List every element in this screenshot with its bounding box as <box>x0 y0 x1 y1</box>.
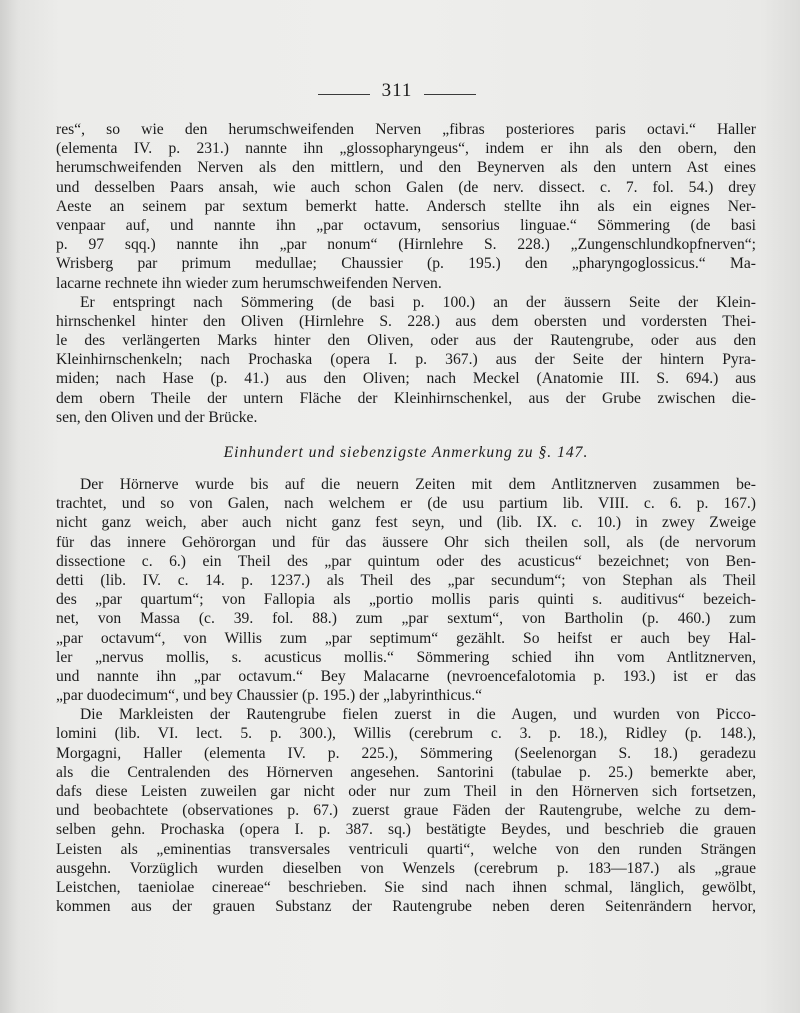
text-line: Der Hörnerve wurde bis auf die neuern Zeiten mit dem Antlitznerven zusammen be- <box>80 476 756 493</box>
page-number: 311 <box>381 80 413 101</box>
text-line: Leisten als „eminentias transversales ventriculi quarti“, welche von den runden Strängen <box>56 840 756 858</box>
paragraph-markleisten <box>56 705 756 916</box>
text-line: Die Markleisten der Rautengrube fielen zuerst in die Augen, und wurden von Picco- <box>80 706 756 724</box>
text-line: dafs diese Leisten zuweilen gar nicht oder nur zum Theil in den Hörnerven sich fortsetzen, <box>56 783 756 800</box>
text-line: Morgagni, Haller (elementa IV. p. 225.), Sömmering (Seelenorgan S. 18.) geradezu <box>56 744 756 762</box>
text-line: kommen aus der grauen Substanz der Rautengrube neben deren Seitenrändern hervor, <box>56 898 756 916</box>
text-line: lomini (lib. VI. lect. 5. p. 300.), Willis (cerebrum c. 3. p. 18.), Ridley (p. 148.), <box>56 725 756 743</box>
text-line: Kleinhirnschenkeln; nach Prochaska (opera I. p. 367.) aus der Seite der hintern Pyra- <box>56 351 756 369</box>
text-line: Wrisberg par primum medullae; Chaussier (p. 195.) den „pharyngoglossicus.“ Ma- <box>56 255 756 273</box>
text-line: p. 97 sqq.) nannte ihn „par nonum“ (Hirnlehre S. 228.) „Zungenschlundkopfnerven“; <box>56 236 756 254</box>
page-header <box>0 80 800 110</box>
header-rule-left <box>318 94 370 95</box>
text-line: miden; nach Hase (p. 41.) aus den Oliven; nach Meckel (Anatomie III. S. 694.) aus <box>56 370 756 388</box>
paragraph-continued <box>56 120 756 293</box>
text-line: „par duodecimum“, und bey Chaussier (p. 195.) der „labyrinthicus.“ <box>56 687 483 705</box>
text-line: lacarne rechnete ihn wieder zum herumschweifenden Nerven. <box>56 274 442 292</box>
text-line: als die Centralenden des Hörnerven angesehen. Santorini (tabulae p. 25.) bemerkte aber, <box>56 763 756 781</box>
text-line: des „par quartum“; von Fallopia als „portio mollis paris quinti s. auditivus“ bezeich- <box>56 591 756 609</box>
text-line: trachtet, und so von Galen, nach welchem er (de usu partium lib. VIII. c. 6. p. 167.) <box>56 495 756 513</box>
text-line: (elementa IV. p. 231.) nannte ihn „glossopharyngeus“, indem er ihn als den obern, den <box>56 140 756 158</box>
text-line: res“, so wie den herumschweifenden Nerven „fibras posteriores paris octavi.“ Haller <box>56 121 756 138</box>
header-rule-right <box>424 94 476 95</box>
text-line: Er entspringt nach Sömmering (de basi p. 100.) an der äussern Seite der Klein- <box>80 293 756 311</box>
text-line: ausgehn. Vorzüglich wurden dieselben von Wenzels (cerebrum p. 183—187.) als „graue <box>56 859 756 877</box>
text-line: herumschweifenden Nerven als den mittlern, und den Beynerven als den untern Ast eines <box>56 159 756 177</box>
text-line: le des verlängerten Marks hinter den Oliven, oder aus der Rautengrube, oder aus den <box>56 332 756 350</box>
text-line: nicht ganz weich, aber auch nicht ganz fest seyn, und (lib. IX. c. 10.) in zwey Zweige <box>56 514 756 532</box>
text-line: und desselben Paars ansah, wie auch schon Galen (de nerv. dissect. c. 7. fol. 54.) drey <box>56 178 756 196</box>
text-line: und beobachtete (observationes p. 67.) zuerst graue Fäden der Rautengrube, welche zu dem- <box>56 802 756 820</box>
text-line: dem obern Theile der untern Fläche der Kleinhirnschenkel, aus der Grube zwischen die- <box>56 389 756 407</box>
section-heading: Einhundert und siebenzigste Anmerkung zu §. 147. <box>223 444 589 461</box>
body-text <box>56 120 756 916</box>
text-line: venpaar auf, und nannte ihn „par octavum, sensorius linguae.“ Sömmering (de basi <box>56 216 756 234</box>
text-line: net, von Massa (c. 39. fol. 88.) zum „par sextum“, von Bartholin (p. 460.) zum <box>56 610 756 628</box>
text-line: detti (lib. IV. c. 14. p. 1237.) als Theil des „par secundum“; von Stephan als Theil <box>56 571 756 589</box>
text-line: „par octavum“, von Willis zum „par septimum“ gezählt. So heifst er auch bey Hal- <box>56 629 756 647</box>
text-line: ler „nervus mollis, s. acusticus mollis.“ Sömmering schied ihn vom Antlitznerven, <box>56 648 756 666</box>
text-line: hirnschenkel hinter den Oliven (Hirnlehre S. 228.) aus dem obersten und vordersten Thei- <box>56 312 756 330</box>
text-line: dissectione c. 6.) ein Theil des „par quintum oder des acusticus“ bezeichnet; von Ben- <box>56 552 756 570</box>
paragraph-hoernerve <box>56 475 756 705</box>
text-line: sen, den Oliven und der Brücke. <box>56 408 258 426</box>
paragraph-origin <box>56 293 756 427</box>
text-line: Leistchen, taeniolae cinereae“ beschrieben. Sie sind nach ihnen schmal, länglich, gewölbt, <box>56 878 756 896</box>
text-line: selben gehn. Prochaska (opera I. p. 387. sq.) bestätigte Beydes, und beschrieb die grauen <box>56 821 756 839</box>
text-line: Aeste an seinem par sextum bemerkt hatte. Andersch stellte ihn als ein eignes Ner- <box>56 197 756 215</box>
text-line: und nannte ihn „par octavum.“ Bey Malacarne (nevroencefalotomia p. 193.) ist er das <box>56 667 756 685</box>
text-line: für das innere Gehörorgan und für das äussere Ohr sich theilen soll, als (de nervorum <box>56 533 756 551</box>
